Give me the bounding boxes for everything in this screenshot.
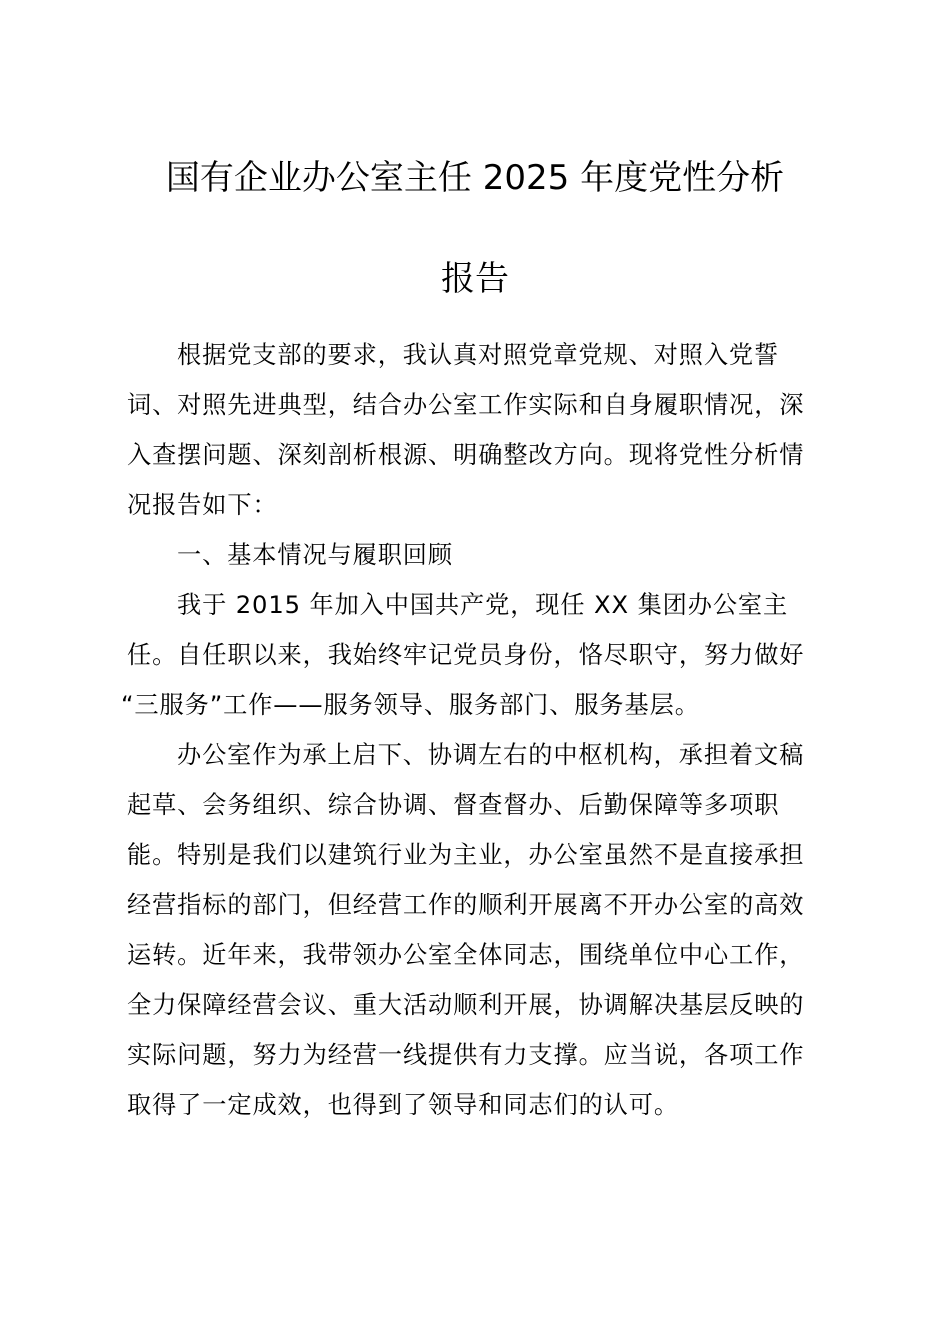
body-line: 运转。近年来，我带领办公室全体同志，围绕单位中心工作，: [127, 941, 805, 969]
body-line: 办公室作为承上启下、协调左右的中枢机构，承担着文稿: [177, 741, 805, 769]
section-heading: 一、基本情况与履职回顾: [177, 541, 453, 569]
document-body: [121, 330, 832, 1130]
body-line: 我于 2015 年加入中国共产党，现任 XX 集团办公室主: [177, 591, 789, 619]
document-title-line-1: 国有企业办公室主任 2025 年度党性分析: [165, 158, 785, 198]
body-line: 全力保障经营会议、重大活动顺利开展，协调解决基层反映的: [127, 991, 805, 1019]
body-line: 能。特别是我们以建筑行业为主业，办公室虽然不是直接承担: [127, 841, 805, 869]
body-line: 经营指标的部门，但经营工作的顺利开展离不开办公室的高效: [127, 891, 805, 919]
body-line: 起草、会务组织、综合协调、督查督办、后勤保障等多项职: [127, 791, 780, 819]
body-line: 任。自任职以来，我始终牢记党员身份，恪尽职守，努力做好: [127, 641, 805, 669]
body-line: 实际问题，努力为经营一线提供有力支撑。应当说，各项工作: [127, 1041, 805, 1069]
document-title-line-2: 报告: [441, 259, 509, 299]
body-line: 况报告如下：: [127, 491, 278, 519]
body-line: 词、对照先进典型，结合办公室工作实际和自身履职情况，深: [127, 391, 805, 419]
body-line: 取得了一定成效，也得到了领导和同志们的认可。: [127, 1091, 679, 1119]
body-line: 入查摆问题、深刻剖析根源、明确整改方向。现将党性分析情: [127, 441, 805, 469]
body-line: 根据党支部的要求，我认真对照党章党规、对照入党誓: [177, 341, 780, 369]
body-line: “三服务”工作——服务领导、服务部门、服务基层。: [121, 691, 700, 719]
